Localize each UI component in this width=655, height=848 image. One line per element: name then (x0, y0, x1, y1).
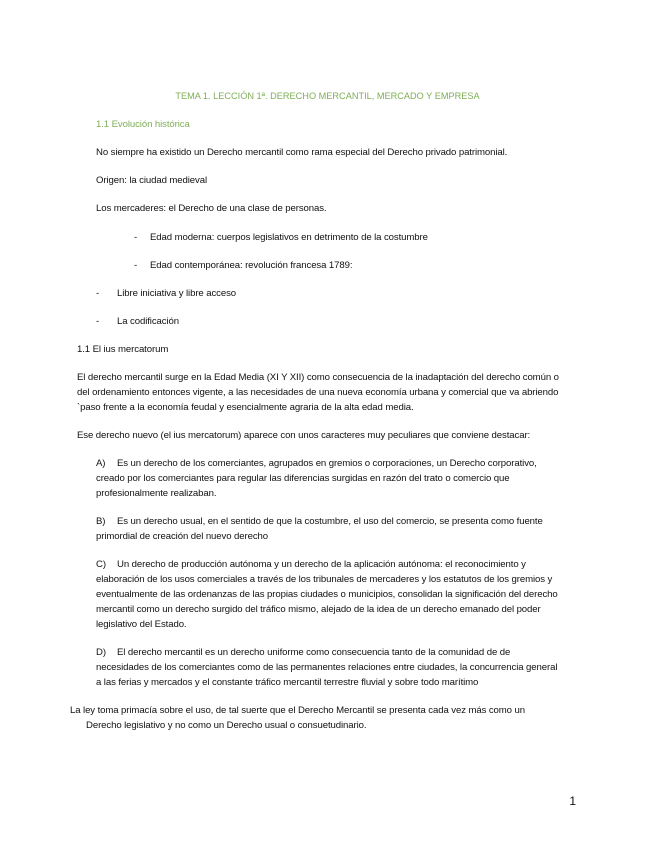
item-line: Es un derecho de los comerciantes, agrupados en gremios o corporaciones, un Derecho corporativo, (117, 458, 537, 469)
list-dash: - (96, 288, 100, 299)
section-heading: 1.1 Evolución histórica (96, 119, 190, 130)
merchants-text: Los mercaderes: el Derecho de una clase de personas. (96, 203, 327, 214)
item-line: legislativo del Estado. (96, 619, 187, 630)
closing-line: Derecho legislativo y no como un Derecho usual o consuetudinario. (86, 720, 367, 731)
item-line: necesidades de los comerciantes como de las permanentes relaciones entre ciudades, la concurrencia general (96, 662, 558, 673)
paragraph-line: `paso frente a la economía feudal y esencialmente agraria de la alta edad media. (77, 402, 414, 413)
list-item: Edad moderna: cuerpos legislativos en detrimento de la costumbre (150, 232, 428, 243)
characters-intro: Ese derecho nuevo (el ius mercatorum) aparece con unos caracteres muy peculiares que conviene destacar: (77, 430, 531, 441)
paragraph-line: El derecho mercantil surge en la Edad Media (XI Y XII) como consecuencia de la inadaptación del derecho común o (77, 372, 559, 383)
item-letter: B) (96, 516, 106, 527)
item-letter: D) (96, 647, 106, 658)
list-dash: - (96, 316, 100, 327)
item-line: primordial de creación del nuevo derecho (96, 531, 268, 542)
item-line: eventualmente de las ordenanzas de las propias ciudades o municipios, consolidan la significación del derecho (96, 589, 558, 600)
list-dash: - (134, 232, 138, 243)
item-line: El derecho mercantil es un derecho uniforme como consecuencia tanto de la comunidad de de (117, 647, 511, 658)
list-item: La codificación (117, 316, 179, 327)
item-line: mercantil como un derecho surgido del tráfico mismo, alejado de la idea de un derecho emanado del poder (96, 604, 541, 615)
page-number: 1 (569, 794, 576, 808)
item-line: Un derecho de producción autónoma y un derecho de la aplicación autónoma: el reconocimiento y (117, 559, 526, 570)
subsection-heading: 1.1 El ius mercatorum (77, 344, 169, 355)
item-line: a las ferias y mercados y el constante tráfico mercantil terrestre fluvial y sobre todo marítimo (96, 677, 479, 688)
document-title: TEMA 1. LECCIÓN 1ª. DERECHO MERCANTIL, MERCADO Y EMPRESA (175, 91, 480, 101)
closing-line: La ley toma primacía sobre el uso, de tal suerte que el Derecho Mercantil se presenta cada vez más como un (70, 705, 525, 716)
list-item: Libre iniciativa y libre acceso (117, 288, 237, 299)
item-line: creado por los comerciantes para regular las diferencias surgidas en razón del trato o comercio que (96, 473, 510, 484)
item-line: profesionalmente realizaban. (96, 488, 217, 499)
intro-text: No siempre ha existido un Derecho mercantil como rama especial del Derecho privado patrimonial. (96, 147, 508, 158)
item-line: elaboración de los usos comerciales a través de los tribunales de mercaderes y los estatutos de los gremios y (96, 574, 553, 585)
item-line: Es un derecho usual, en el sentido de que la costumbre, el uso del comercio, se presenta como fuente (117, 516, 543, 527)
paragraph-line: del ordenamiento entonces vigente, a las necesidades de una nueva economía urbana y comercial que va abriendo (77, 387, 559, 398)
origin-text: Origen: la ciudad medieval (96, 175, 207, 186)
item-letter: A) (96, 458, 106, 469)
item-letter: C) (96, 559, 106, 570)
list-item: Edad contemporánea: revolución francesa 1789: (150, 260, 353, 271)
list-dash: - (134, 260, 138, 271)
